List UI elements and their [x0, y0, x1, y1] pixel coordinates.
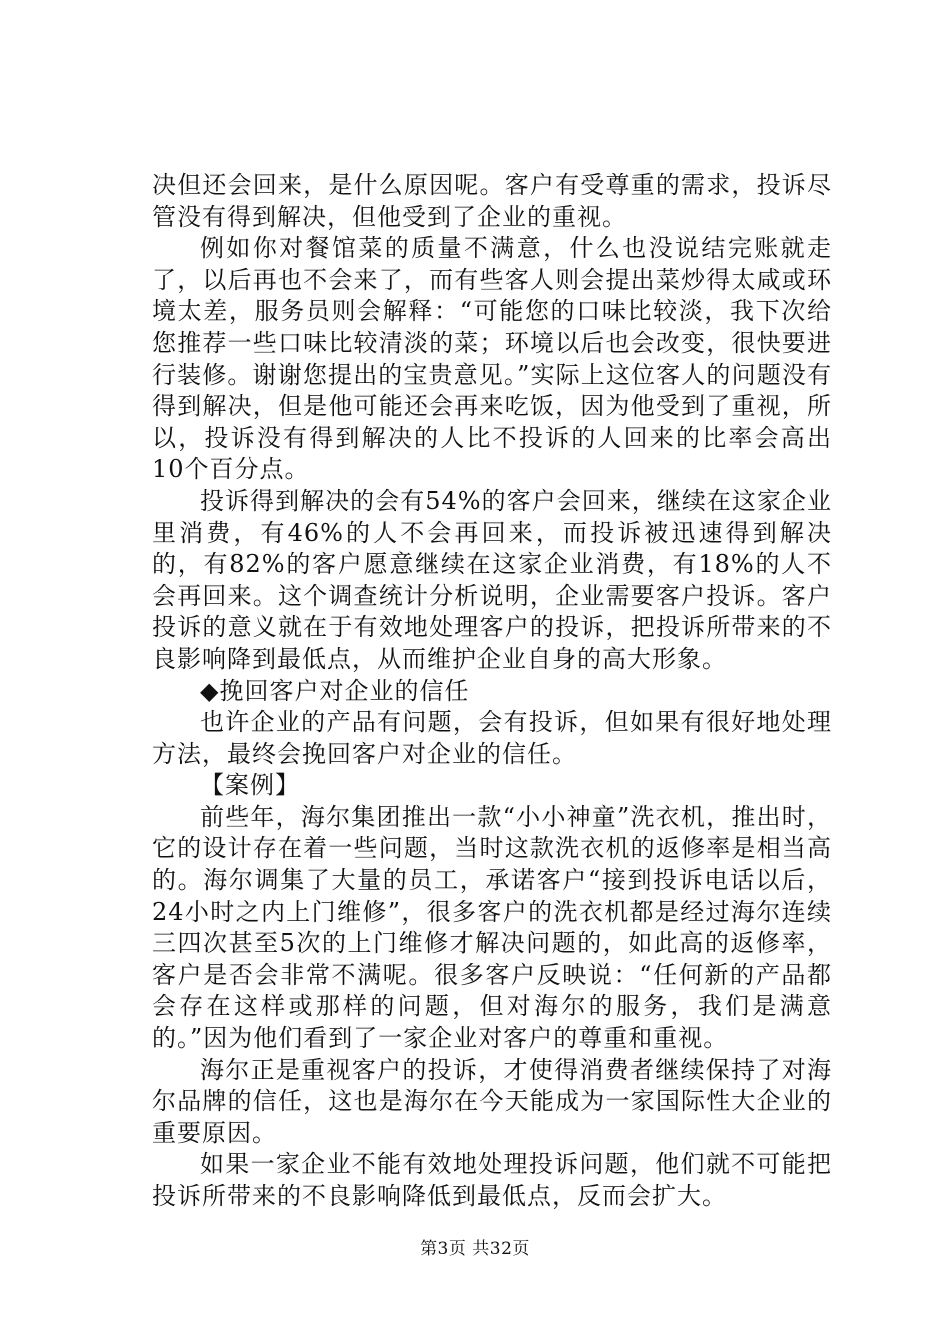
paragraph-statistics: 投诉得到解决的会有54%的客户会回来，继续在这家企业里消费，有46%的人不会再回来，而投诉被迅速得到解决的，有82%的客户愿意继续在这家企业消费，有18%的人不会再回来。这个调查统计分析说明，企业需要客户投诉。客户投诉的意义就在于有效地处理客户的投诉，把投诉所带来的不良影响降到最低点，从而维护企业自身的高大形象。	[152, 486, 832, 673]
document-body	[152, 170, 832, 1213]
paragraph-restaurant-example: 例如你对餐馆菜的质量不满意，什么也没说结完账就走了，以后再也不会来了，而有些客人则会提出菜炒得太咸或环境太差，服务员则会解释：“可能您的口味比较淡，我下次给您推荐一些口味比较清淡的菜；环境以后也会改变，很快要进行装修。谢谢您提出的宝贵意见。”实际上这位客人的问题没有得到解决，但是他可能还会再来吃饭，因为他受到了重视，所以，投诉没有得到解决的人比不投诉的人回来的比率会高出10个百分点。	[152, 234, 832, 484]
page-number-footer: 第3页 共32页	[420, 1239, 530, 1259]
paragraph-haier-conclusion: 海尔正是重视客户的投诉，才使得消费者继续保持了对海尔品牌的信任，这也是海尔在今天能成为一家国际性大企业的重要原因。	[152, 1055, 832, 1147]
paragraph-closing: 如果一家企业不能有效地处理投诉问题，他们就不可能把投诉所带来的不良影响降低到最低点，反而会扩大。	[152, 1150, 832, 1210]
case-label: 【案例】	[200, 771, 300, 800]
paragraph-continuation: 决但还会回来，是什么原因呢。客户有受尊重的需求，投诉尽管没有得到解决，但他受到了企业的重视。	[152, 171, 832, 231]
paragraph-trust-intro: 也许企业的产品有问题，会有投诉，但如果有很好地处理方法，最终会挽回客户对企业的信任。	[152, 708, 832, 768]
paragraph-haier-case: 前些年，海尔集团推出一款“小小神童”洗衣机，推出时，它的设计存在着一些问题，当时这款洗衣机的返修率是相当高的。海尔调集了大量的员工，承诺客户“接到投诉电话以后，24小时之内上门维修”，很多客户的洗衣机都是经过海尔连续三四次甚至5次的上门维修才解决问题的，如此高的返修率，客户是否会非常不满呢。很多客户反映说：“任何新的产品都会存在这样或那样的问题，但对海尔的服务，我们是满意的。”因为他们看到了一家企业对客户的尊重和重视。	[152, 802, 832, 1053]
section-heading-trust: ◆挽回客户对企业的信任	[200, 676, 470, 705]
